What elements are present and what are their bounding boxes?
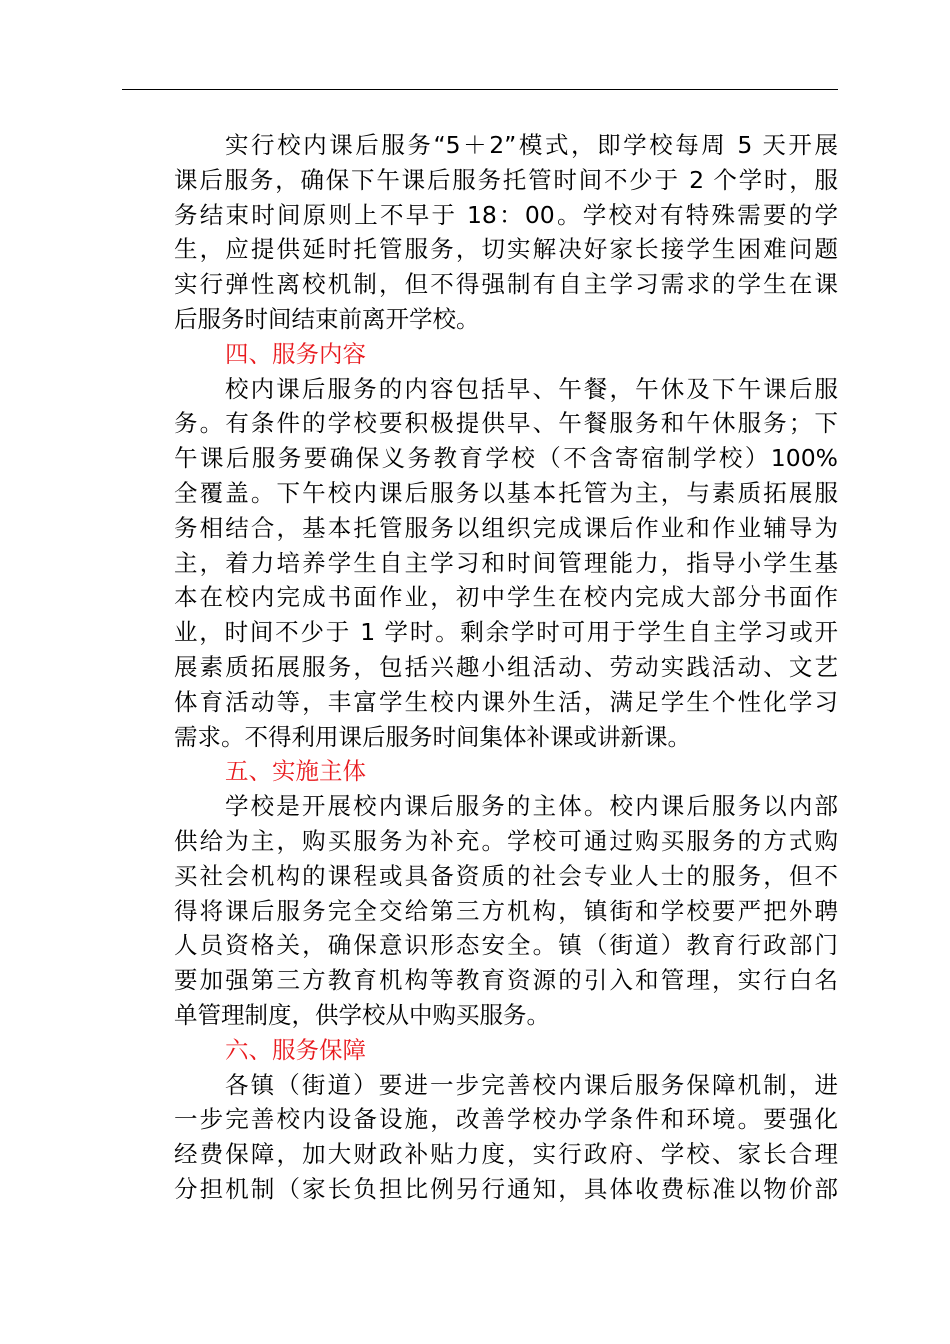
paragraph-line: 主，着力培养学生自主学习和时间管理能力，指导小学生基 <box>174 548 838 577</box>
paragraph-line: 单管理制度，供学校从中购买服务。 <box>174 1000 550 1029</box>
paragraph-line: 后服务时间结束前离开学校。 <box>174 304 480 333</box>
paragraph-line: 经费保障，加大财政补贴力度，实行政府、学校、家长合理 <box>174 1140 838 1169</box>
paragraph-line: 校内课后服务的内容包括早、午餐，午休及下午课后服 <box>225 374 838 403</box>
paragraph-line: 午课后服务要确保义务教育学校（不含寄宿制学校）100% <box>174 444 838 473</box>
paragraph-line: 各镇（街道）要进一步完善校内课后服务保障机制，进 <box>225 1070 838 1099</box>
paragraph-line: 业，时间不少于 1 学时。剩余学时可用于学生自主学习或开 <box>174 618 838 647</box>
paragraph-line: 要加强第三方教育机构等教育资源的引入和管理，实行白名 <box>174 966 838 995</box>
paragraph <box>174 789 838 1033</box>
paragraph-line: 分担机制（家长负担比例另行通知，具体收费标准以物价部 <box>174 1174 838 1203</box>
paragraph <box>174 1068 838 1207</box>
paragraph-line: 展素质拓展服务，包括兴趣小组活动、劳动实践活动、文艺 <box>174 652 838 681</box>
section-heading: 四、服务内容 <box>225 339 366 368</box>
paragraph-line: 课后服务，确保下午课后服务托管时间不少于 2 个学时，服 <box>174 165 838 194</box>
header-rule <box>122 89 838 90</box>
paragraph-line: 实行弹性离校机制，但不得强制有自主学习需求的学生在课 <box>174 270 838 299</box>
paragraph-line: 生，应提供延时托管服务，切实解决好家长接学生困难问题 <box>174 235 838 264</box>
paragraph-line: 务结束时间原则上不早于 18：00。学校对有特殊需要的学 <box>174 200 838 229</box>
paragraph-line: 买社会机构的课程或具备资质的社会专业人士的服务，但不 <box>174 861 838 890</box>
paragraph-line: 务相结合，基本托管服务以组织完成课后作业和作业辅导为 <box>174 513 838 542</box>
paragraph <box>174 128 838 337</box>
paragraph-line: 本在校内完成书面作业，初中学生在校内完成大部分书面作 <box>174 583 838 612</box>
paragraph-line: 实行校内课后服务“5＋2”模式，即学校每周 5 天开展 <box>225 131 838 159</box>
paragraph-line: 体育活动等，丰富学生校内课外生活，满足学生个性化学习 <box>174 687 838 716</box>
section-heading: 五、实施主体 <box>225 757 366 786</box>
paragraph-line: 得将课后服务完全交给第三方机构，镇街和学校要严把外聘 <box>174 896 838 925</box>
paragraph-line: 需求。不得利用课后服务时间集体补课或讲新课。 <box>174 722 691 751</box>
paragraph-line: 学校是开展校内课后服务的主体。校内课后服务以内部 <box>225 792 838 821</box>
paragraph-line: 人员资格关，确保意识形态安全。镇（街道）教育行政部门 <box>174 931 838 960</box>
paragraph <box>174 372 838 755</box>
document-body <box>174 128 838 1207</box>
paragraph-line: 全覆盖。下午校内课后服务以基本托管为主，与素质拓展服 <box>174 478 838 507</box>
paragraph-line: 一步完善校内设备设施，改善学校办学条件和环境。要强化 <box>174 1105 838 1134</box>
paragraph-line: 供给为主，购买服务为补充。学校可通过购买服务的方式购 <box>174 826 838 855</box>
paragraph-line: 务。有条件的学校要积极提供早、午餐服务和午休服务；下 <box>174 409 838 438</box>
section-heading: 六、服务保障 <box>225 1035 366 1064</box>
